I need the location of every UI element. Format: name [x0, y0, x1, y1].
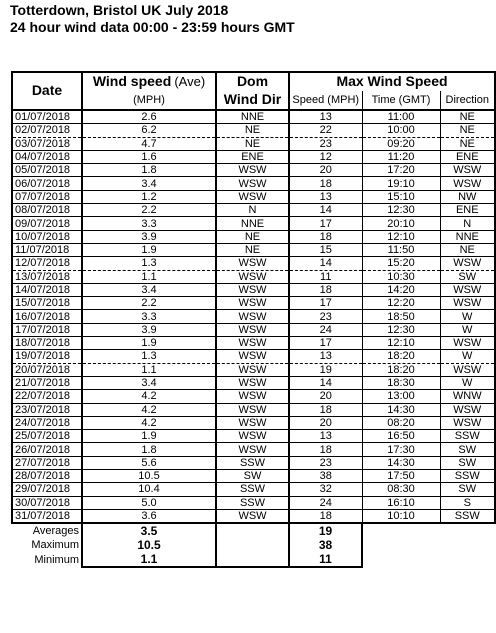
avg-speed-cell: 3.4 [82, 177, 216, 190]
avg-speed-cell: 4.2 [82, 403, 216, 416]
summary-row [12, 523, 495, 538]
date-cell: 28/07/2018 [12, 470, 82, 483]
direction-cell: NW [440, 190, 495, 203]
header-speed-mph: Speed (MPH) [289, 91, 362, 110]
dom-dir-cell: SSW [216, 496, 289, 509]
dom-dir-cell: WSW [216, 337, 289, 350]
header-wind-speed-unit: (MPH) [82, 91, 216, 110]
header-wind-dir: Wind Dir [216, 91, 289, 110]
date-cell: 12/07/2018 [12, 257, 82, 270]
direction-cell: WSW [440, 297, 495, 310]
dom-dir-cell: N [216, 204, 289, 217]
time-cell: 17:50 [362, 470, 440, 483]
avg-speed-cell: 3.9 [82, 323, 216, 336]
header-time-gmt: Time (GMT) [362, 91, 440, 110]
time-cell: 08:30 [362, 483, 440, 496]
direction-cell: NE [440, 137, 495, 150]
direction-cell: W [440, 310, 495, 323]
avg-speed-cell: 5.6 [82, 456, 216, 469]
direction-cell: SW [440, 483, 495, 496]
date-cell: 02/07/2018 [12, 124, 82, 137]
dom-dir-cell: WSW [216, 416, 289, 429]
header-max-wind-speed: Max Wind Speed [289, 72, 495, 91]
table-row [12, 470, 495, 483]
time-cell: 10:00 [362, 124, 440, 137]
time-cell: 11:50 [362, 243, 440, 256]
time-cell: 12:10 [362, 230, 440, 243]
table-row [12, 283, 495, 296]
direction-cell: ENE [440, 204, 495, 217]
max-speed-cell: 17 [289, 297, 362, 310]
summary-label: Minimum [34, 553, 79, 566]
dom-dir-cell: ENE [216, 150, 289, 163]
time-cell: 10:10 [362, 509, 440, 523]
summary-row [12, 538, 495, 552]
table-row [12, 390, 495, 403]
avg-speed-cell: 5.0 [82, 496, 216, 509]
time-cell: 09:20 [362, 137, 440, 150]
avg-speed-cell: 3.9 [82, 230, 216, 243]
avg-speed-cell: 1.1 [82, 363, 216, 376]
dom-dir-cell: NE [216, 230, 289, 243]
avg-speed-cell: 1.6 [82, 150, 216, 163]
dom-dir-cell: WSW [216, 177, 289, 190]
dom-dir-cell: NE [216, 137, 289, 150]
dom-dir-cell: WSW [216, 190, 289, 203]
date-cell: 29/07/2018 [12, 483, 82, 496]
max-speed-cell: 19 [289, 363, 362, 376]
summary-max-speed: 19 [289, 523, 362, 538]
dom-dir-cell: WSW [216, 297, 289, 310]
date-cell: 04/07/2018 [12, 150, 82, 163]
direction-cell: SSW [440, 430, 495, 443]
dom-dir-cell: WSW [216, 363, 289, 376]
avg-speed-cell: 4.2 [82, 390, 216, 403]
time-cell: 20:10 [362, 217, 440, 230]
summary-label: Maximum [31, 539, 79, 552]
direction-cell: WSW [440, 363, 495, 376]
table-row [12, 403, 495, 416]
header-wind-speed: Wind speed (Ave) [82, 72, 216, 91]
max-speed-cell: 17 [289, 217, 362, 230]
max-speed-cell: 18 [289, 403, 362, 416]
date-cell: 31/07/2018 [12, 509, 82, 523]
dom-dir-cell: NNE [216, 110, 289, 124]
direction-cell: WNW [440, 390, 495, 403]
table-row [12, 257, 495, 270]
table-row [12, 430, 495, 443]
table-row [12, 270, 495, 283]
table-row [12, 363, 495, 376]
dom-dir-cell: NE [216, 124, 289, 137]
page-title: Totterdown, Bristol UK July 2018 [10, 2, 229, 18]
table-row [12, 310, 495, 323]
dom-dir-cell: WSW [216, 350, 289, 363]
table-row [12, 376, 495, 389]
max-speed-cell: 20 [289, 416, 362, 429]
table-row [12, 496, 495, 509]
avg-speed-cell: 1.3 [82, 257, 216, 270]
avg-speed-cell: 1.9 [82, 430, 216, 443]
summary-avg-speed: 1.1 [82, 552, 216, 567]
time-cell: 14:30 [362, 456, 440, 469]
time-cell: 17:20 [362, 164, 440, 177]
direction-cell: N [440, 217, 495, 230]
time-cell: 12:10 [362, 337, 440, 350]
direction-cell: SW [440, 456, 495, 469]
summary-max-speed: 11 [289, 552, 362, 567]
direction-cell: WSW [440, 416, 495, 429]
dom-dir-cell: WSW [216, 257, 289, 270]
max-speed-cell: 18 [289, 283, 362, 296]
max-speed-cell: 11 [289, 270, 362, 283]
max-speed-cell: 14 [289, 257, 362, 270]
dom-dir-cell: WSW [216, 430, 289, 443]
avg-speed-cell: 1.9 [82, 337, 216, 350]
table-row [12, 177, 495, 190]
table-row [12, 137, 495, 150]
dom-dir-cell: SSW [216, 483, 289, 496]
date-cell: 09/07/2018 [12, 217, 82, 230]
avg-speed-cell: 2.2 [82, 204, 216, 217]
dom-dir-cell: WSW [216, 164, 289, 177]
direction-cell: NNE [440, 230, 495, 243]
direction-cell: WSW [440, 283, 495, 296]
time-cell: 11:20 [362, 150, 440, 163]
dom-dir-cell: WSW [216, 283, 289, 296]
summary-label: Averages [32, 525, 79, 538]
time-cell: 12:20 [362, 297, 440, 310]
date-cell: 30/07/2018 [12, 496, 82, 509]
avg-speed-cell: 1.9 [82, 243, 216, 256]
date-cell: 13/07/2018 [12, 270, 82, 283]
direction-cell: WSW [440, 403, 495, 416]
wind-data-table [11, 71, 496, 568]
table-row [12, 204, 495, 217]
table-row [12, 337, 495, 350]
date-cell: 01/07/2018 [12, 110, 82, 124]
date-cell: 27/07/2018 [12, 456, 82, 469]
date-cell: 16/07/2018 [12, 310, 82, 323]
max-speed-cell: 13 [289, 110, 362, 124]
direction-cell: NE [440, 243, 495, 256]
time-cell: 14:30 [362, 403, 440, 416]
dom-dir-cell: WSW [216, 270, 289, 283]
avg-speed-cell: 3.6 [82, 509, 216, 523]
dom-dir-cell: WSW [216, 310, 289, 323]
max-speed-cell: 13 [289, 190, 362, 203]
dom-dir-cell: NNE [216, 217, 289, 230]
summary-avg-speed: 10.5 [82, 538, 216, 552]
avg-speed-cell: 1.1 [82, 270, 216, 283]
table-row [12, 124, 495, 137]
time-cell: 13:00 [362, 390, 440, 403]
time-cell: 11:00 [362, 110, 440, 124]
direction-cell: SSW [440, 470, 495, 483]
table-row [12, 164, 495, 177]
summary-avg-speed: 3.5 [82, 523, 216, 538]
date-cell: 22/07/2018 [12, 390, 82, 403]
max-speed-cell: 18 [289, 443, 362, 456]
time-cell: 18:30 [362, 376, 440, 389]
table-row [12, 297, 495, 310]
max-speed-cell: 24 [289, 323, 362, 336]
summary-row [12, 552, 495, 567]
direction-cell: W [440, 376, 495, 389]
max-speed-cell: 23 [289, 137, 362, 150]
date-cell: 07/07/2018 [12, 190, 82, 203]
avg-speed-cell: 4.7 [82, 137, 216, 150]
time-cell: 17:30 [362, 443, 440, 456]
time-cell: 12:30 [362, 204, 440, 217]
avg-speed-cell: 10.5 [82, 470, 216, 483]
dom-dir-cell: SW [216, 470, 289, 483]
dom-dir-cell: WSW [216, 443, 289, 456]
direction-cell: ENE [440, 150, 495, 163]
dom-dir-cell: SSW [216, 456, 289, 469]
max-speed-cell: 12 [289, 150, 362, 163]
date-cell: 06/07/2018 [12, 177, 82, 190]
table-row [12, 230, 495, 243]
direction-cell: WSW [440, 177, 495, 190]
max-speed-cell: 20 [289, 390, 362, 403]
table-row [12, 416, 495, 429]
date-cell: 14/07/2018 [12, 283, 82, 296]
max-speed-cell: 14 [289, 204, 362, 217]
avg-speed-cell: 4.2 [82, 416, 216, 429]
time-cell: 18:20 [362, 363, 440, 376]
time-cell: 16:10 [362, 496, 440, 509]
date-cell: 26/07/2018 [12, 443, 82, 456]
dom-dir-cell: WSW [216, 509, 289, 523]
dom-dir-cell: WSW [216, 376, 289, 389]
max-speed-cell: 15 [289, 243, 362, 256]
time-cell: 18:20 [362, 350, 440, 363]
max-speed-cell: 17 [289, 337, 362, 350]
avg-speed-cell: 10.4 [82, 483, 216, 496]
summary-dom-blank [216, 523, 289, 538]
table-row [12, 443, 495, 456]
time-cell: 14:20 [362, 283, 440, 296]
date-cell: 17/07/2018 [12, 323, 82, 336]
table-row [12, 323, 495, 336]
avg-speed-cell: 1.2 [82, 190, 216, 203]
date-cell: 24/07/2018 [12, 416, 82, 429]
summary-dom-blank [216, 538, 289, 552]
time-cell: 16:50 [362, 430, 440, 443]
table-row [12, 190, 495, 203]
table-row [12, 243, 495, 256]
time-cell: 19:10 [362, 177, 440, 190]
table-row [12, 350, 495, 363]
avg-speed-cell: 3.3 [82, 310, 216, 323]
max-speed-cell: 32 [289, 483, 362, 496]
max-speed-cell: 18 [289, 509, 362, 523]
max-speed-cell: 13 [289, 350, 362, 363]
avg-speed-cell: 6.2 [82, 124, 216, 137]
date-cell: 23/07/2018 [12, 403, 82, 416]
date-cell: 08/07/2018 [12, 204, 82, 217]
max-speed-cell: 18 [289, 177, 362, 190]
direction-cell: WSW [440, 257, 495, 270]
direction-cell: W [440, 350, 495, 363]
table-row [12, 509, 495, 523]
time-cell: 12:30 [362, 323, 440, 336]
header-date: Date [12, 72, 82, 110]
direction-cell: W [440, 323, 495, 336]
date-cell: 15/07/2018 [12, 297, 82, 310]
direction-cell: WSW [440, 164, 495, 177]
max-speed-cell: 13 [289, 430, 362, 443]
avg-speed-cell: 1.3 [82, 350, 216, 363]
dom-dir-cell: WSW [216, 323, 289, 336]
direction-cell: SW [440, 270, 495, 283]
header-dom: Dom [216, 72, 289, 91]
max-speed-cell: 18 [289, 230, 362, 243]
dom-dir-cell: WSW [216, 403, 289, 416]
avg-speed-cell: 2.6 [82, 110, 216, 124]
dom-dir-cell: NE [216, 243, 289, 256]
time-cell: 10:30 [362, 270, 440, 283]
avg-speed-cell: 2.2 [82, 297, 216, 310]
date-cell: 10/07/2018 [12, 230, 82, 243]
max-speed-cell: 38 [289, 470, 362, 483]
avg-speed-cell: 3.4 [82, 283, 216, 296]
avg-speed-cell: 3.3 [82, 217, 216, 230]
date-cell: 20/07/2018 [12, 363, 82, 376]
max-speed-cell: 23 [289, 456, 362, 469]
date-cell: 25/07/2018 [12, 430, 82, 443]
page-subtitle: 24 hour wind data 00:00 - 23:59 hours GMT [10, 19, 295, 35]
avg-speed-cell: 1.8 [82, 164, 216, 177]
date-cell: 05/07/2018 [12, 164, 82, 177]
direction-cell: NE [440, 110, 495, 124]
time-cell: 15:10 [362, 190, 440, 203]
date-cell: 11/07/2018 [12, 243, 82, 256]
max-speed-cell: 20 [289, 164, 362, 177]
header-direction: Direction [440, 91, 495, 110]
max-speed-cell: 24 [289, 496, 362, 509]
avg-speed-cell: 1.8 [82, 443, 216, 456]
max-speed-cell: 23 [289, 310, 362, 323]
time-cell: 08:20 [362, 416, 440, 429]
date-cell: 18/07/2018 [12, 337, 82, 350]
table-row [12, 150, 495, 163]
time-cell: 15:20 [362, 257, 440, 270]
summary-dom-blank [216, 552, 289, 567]
direction-cell: S [440, 496, 495, 509]
date-cell: 19/07/2018 [12, 350, 82, 363]
date-cell: 03/07/2018 [12, 137, 82, 150]
max-speed-cell: 14 [289, 376, 362, 389]
dom-dir-cell: WSW [216, 390, 289, 403]
direction-cell: SW [440, 443, 495, 456]
summary-max-speed: 38 [289, 538, 362, 552]
direction-cell: NE [440, 124, 495, 137]
max-speed-cell: 22 [289, 124, 362, 137]
time-cell: 18:50 [362, 310, 440, 323]
direction-cell: WSW [440, 337, 495, 350]
direction-cell: SSW [440, 509, 495, 523]
table-row [12, 217, 495, 230]
avg-speed-cell: 3.4 [82, 376, 216, 389]
table-row [12, 110, 495, 124]
table-row [12, 483, 495, 496]
table-row [12, 456, 495, 469]
date-cell: 21/07/2018 [12, 376, 82, 389]
